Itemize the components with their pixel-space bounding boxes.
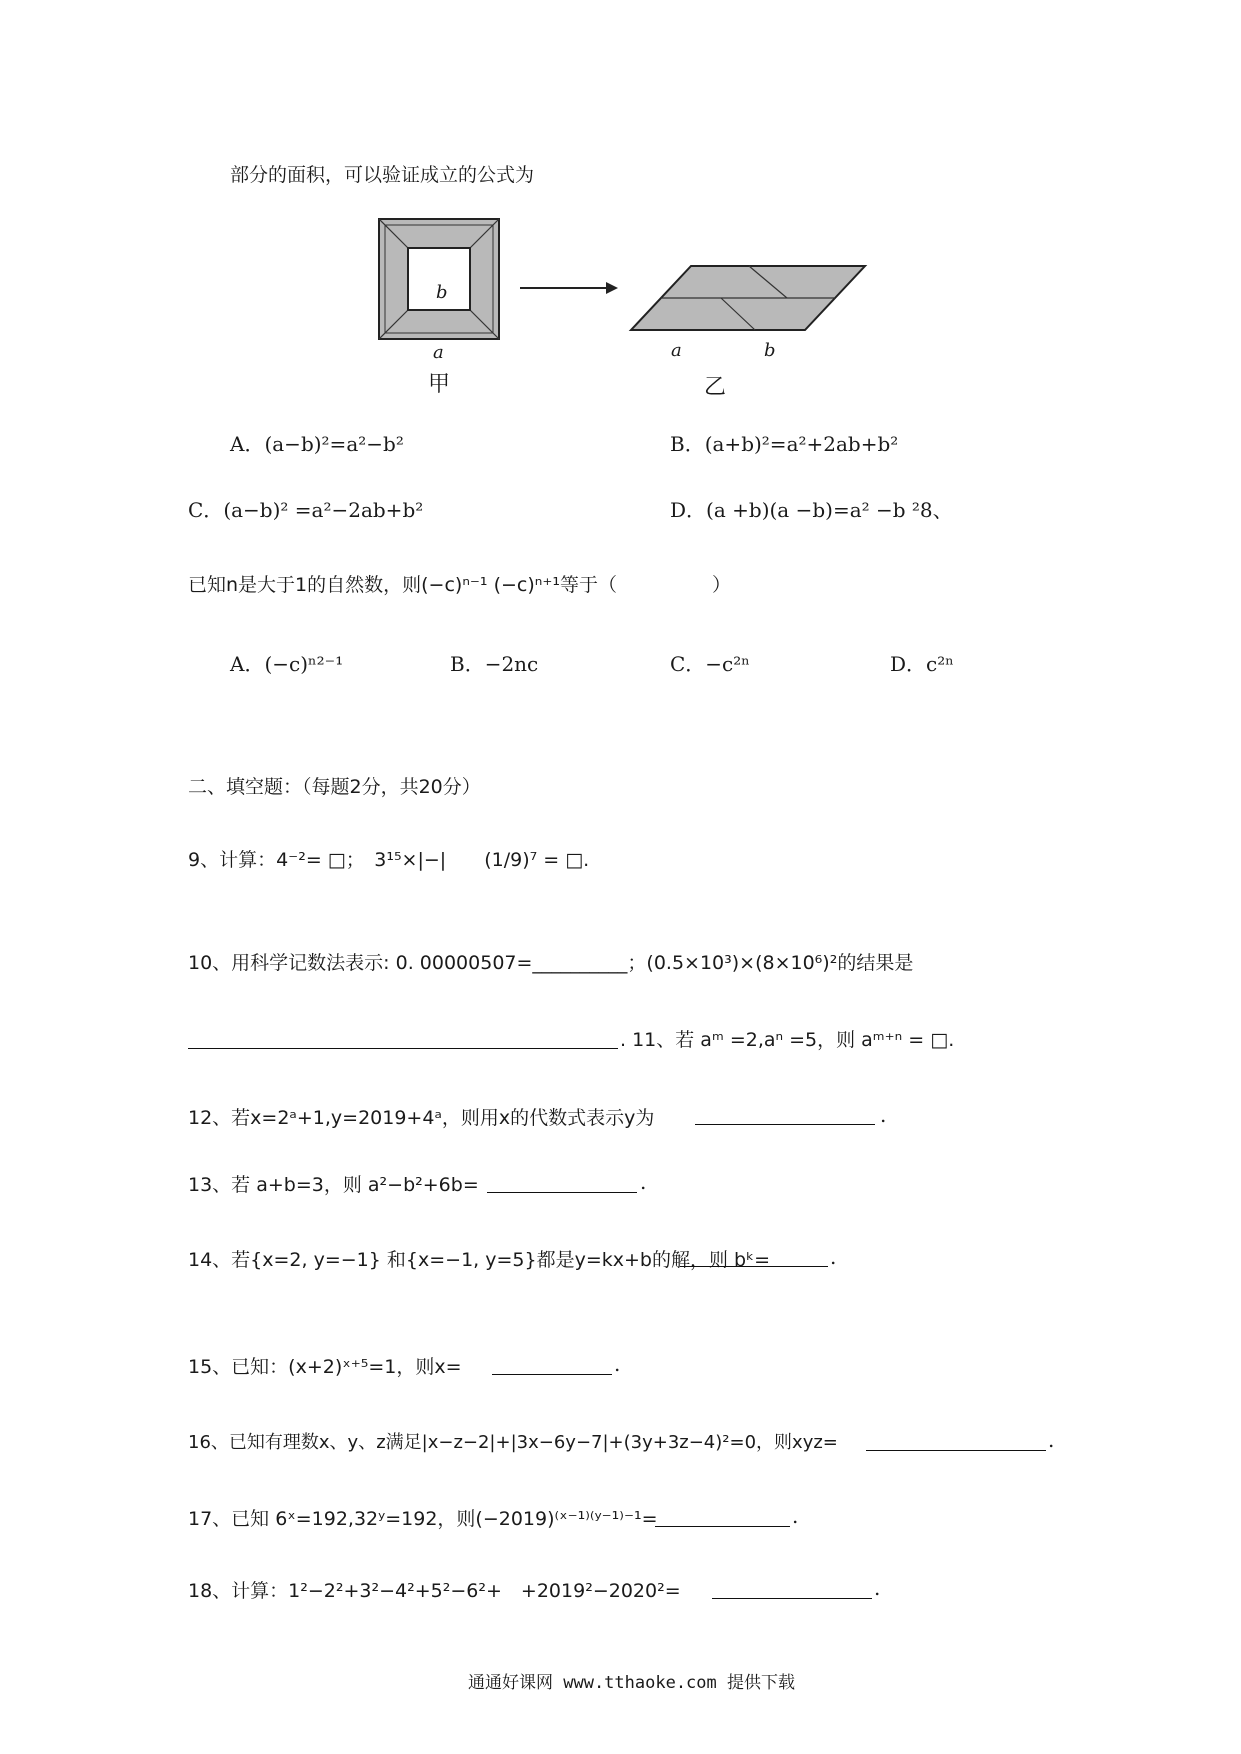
q17-answer-blank[interactable] [655, 1508, 790, 1527]
q7-option-b [670, 428, 898, 457]
section-title: 二、填空题：（每题2分，共20分） [188, 776, 481, 798]
q15-answer-blank[interactable] [492, 1356, 612, 1375]
q18-answer-blank[interactable] [712, 1580, 872, 1599]
question-11: . 11、若 aᵐ =2,aⁿ =5，则 aᵐ⁺ⁿ = □. [620, 1029, 955, 1051]
left-square-label: a [433, 342, 444, 363]
q16-period: . [1048, 1428, 1055, 1452]
q8-option-c: C．−c²ⁿ [670, 652, 750, 676]
q7-option-a [230, 428, 404, 457]
intro-text: 部分的面积，可以验证成立的公式为 [230, 164, 535, 186]
left-caption: 甲 [428, 372, 451, 397]
q7-option-d-label: D． [670, 498, 707, 522]
right-caption: 乙 [704, 375, 727, 400]
q7-option-a-formula: (a−b)²=a²−b² [264, 432, 404, 456]
question-18: 18、计算：1²−2²+3²−4²+5²−6²+ +2019²−2020²= [188, 1580, 681, 1602]
q14-period: . [830, 1245, 837, 1269]
figure-square-jia [375, 215, 505, 345]
question-12: 12、若x=2ᵃ+1,y=2019+4ᵃ，则用x的代数式表示y为 [188, 1107, 655, 1129]
q15-period: . [614, 1352, 621, 1376]
question-16: 16、已知有理数x、y、z满足|x−z−2|+|3x−6y−7|+(3y+3z−4)²=0，则xyz= [188, 1432, 838, 1453]
right-label-b: b [764, 340, 776, 361]
q17-period: . [792, 1504, 799, 1528]
q12-answer-blank[interactable] [695, 1106, 875, 1125]
q8-option-b: B．−2nc [450, 652, 539, 676]
figure-parallelogram-yi [625, 262, 875, 337]
footer-text: 通通好课网 www.tthaoke.com 提供下载 [468, 1673, 795, 1693]
q7-option-d [670, 494, 953, 523]
question-14: 14、若{x=2, y=−1} 和{x=−1, y=5}都是y=kx+b的解，则 bᵏ= [188, 1249, 771, 1271]
question-9: 9、计算：4⁻²= □； 3¹⁵×|−| (1/9)⁷ = □. [188, 849, 590, 871]
question-10: 10、用科学记数法表示: 0. 00000507=__________；(0.5×10³)×(8×10⁶)²的结果是 [188, 952, 914, 974]
q13-period: . [640, 1170, 647, 1194]
q12-period: . [880, 1103, 887, 1127]
q7-option-a-label: A． [230, 432, 265, 456]
q7-option-c-formula: (a−b)² =a²−2ab+b² [223, 498, 424, 522]
q16-answer-blank[interactable] [866, 1432, 1046, 1451]
arrow-right-icon [520, 278, 620, 298]
q7-option-c [188, 494, 423, 523]
q7-option-b-formula: (a+b)²=a²+2ab+b² [704, 432, 899, 456]
q13-answer-blank[interactable] [487, 1174, 637, 1193]
question-13: 13、若 a+b=3，则 a²−b²+6b= [188, 1174, 479, 1196]
q10-answer-blank[interactable] [188, 1030, 618, 1049]
q18-period: . [874, 1576, 881, 1600]
q14-answer-blank[interactable] [680, 1248, 828, 1267]
right-label-a: a [671, 340, 682, 361]
q7-option-b-label: B． [670, 432, 705, 456]
question-15: 15、已知：(x+2)ˣ⁺⁵=1，则x= [188, 1356, 462, 1378]
inner-square-label: b [436, 282, 448, 303]
q8-stem: 已知n是大于1的自然数，则(−c)ⁿ⁻¹ (−c)ⁿ⁺¹等于（ ） [188, 574, 731, 596]
q8-option-a: A．(−c)ⁿ²⁻¹ [230, 652, 344, 676]
question-17: 17、已知 6ˣ=192,32ʸ=192，则(−2019)⁽ˣ⁻¹⁾⁽ʸ⁻¹⁾⁻¹= [188, 1508, 658, 1530]
q8-option-d: D．c²ⁿ [890, 652, 954, 676]
q7-option-c-label: C． [188, 498, 224, 522]
q7-option-d-formula: (a +b)(a −b)=a² −b ²8、 [706, 498, 953, 522]
